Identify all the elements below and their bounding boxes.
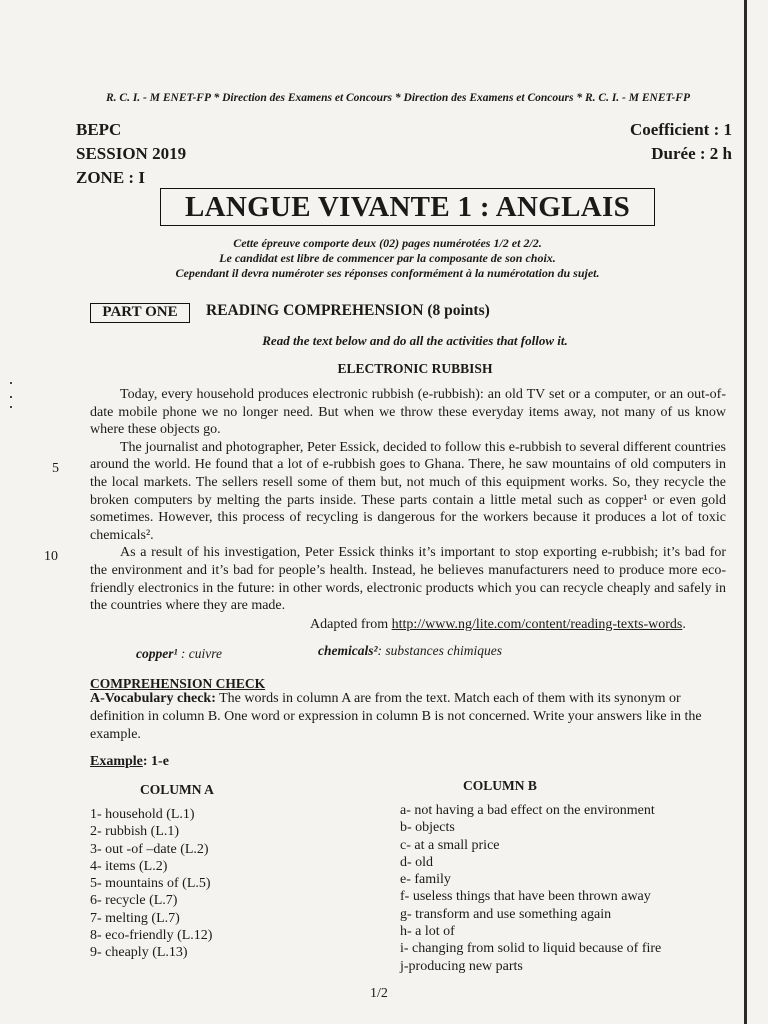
part-label-box (90, 303, 190, 323)
line-number-10: 10 (44, 549, 58, 564)
column-a-list (90, 806, 212, 962)
list-item: 4- items (L.2) (90, 858, 168, 874)
list-item: 1- household (L.1) (90, 807, 195, 822)
list-item: 3- out -of –date (L.2) (90, 841, 209, 857)
note-line-1: Cette épreuve comporte deux (02) pages numérotées 1/2 et 2/2. (233, 236, 542, 250)
line-number-5: 5 (52, 461, 59, 476)
list-item: g- transform and use something again (400, 906, 612, 922)
footnote-1 (136, 646, 222, 662)
exam-info-right (560, 118, 732, 166)
vocabulary-text: The words in column A are from the text. Match each of them with its synonym or definition in column B. One word or expression in column B is not concerned. Write your answers like in the example. (90, 691, 702, 742)
note-line-3: Cependant il devra numéroter ses réponses conformément à la numérotation du sujet. (175, 266, 600, 280)
list-item: f- useless things that have been thrown away (400, 889, 651, 905)
column-a-title: COLUMN A (140, 782, 214, 797)
exam-session: SESSION 2019 (76, 144, 187, 163)
list-item: j-producing new parts (400, 958, 523, 974)
margin-marks (10, 382, 18, 422)
page-number: 1/2 (370, 986, 388, 1001)
exam-duration: Durée : 2 h (651, 144, 732, 163)
footnote-2-term: chemicals² (318, 643, 378, 658)
list-item: i- changing from solid to liquid because of fire (400, 941, 662, 957)
list-item: d- old (400, 854, 434, 870)
source-citation (310, 617, 686, 633)
text-paragraph-1: Today, every household produces electronic rubbish (e-rubbish): an old TV set or a computer, or an out-of-date mobile phone we no longer need. But when we throw these everyday items away, not many of us know where these objects go. (90, 387, 726, 438)
list-item: c- at a small price (400, 837, 500, 853)
list-item: 8- eco-friendly (L.12) (90, 928, 213, 944)
subject-title: LANGUE VIVANTE 1 : ANGLAIS (184, 191, 631, 223)
list-item: b- objects (400, 820, 455, 836)
list-item: 6- recycle (L.7) (90, 893, 178, 909)
subject-title-box (160, 188, 655, 226)
reading-text (90, 386, 726, 615)
comprehension-heading: COMPREHENSION CHECK (90, 676, 266, 691)
footnote-1-meaning: : cuivre (177, 646, 223, 661)
part-title: READING COMPREHENSION (8 points) (206, 302, 490, 319)
header-ministry-line: R. C. I. - M ENET-FP * Direction des Examens et Concours * Direction des Examens et Concours * R. C. I. - M ENET-FP (105, 92, 690, 104)
list-item: 2- rubbish (L.1) (90, 824, 180, 840)
footnote-1-term: copper¹ (136, 646, 178, 661)
vocabulary-label: A-Vocabulary check: (90, 691, 216, 706)
example-value: : 1-e (142, 754, 169, 769)
list-item: a- not having a bad effect on the environment (400, 803, 655, 818)
exam-name: BEPC (76, 120, 122, 139)
list-item: 9- cheaply (L.13) (90, 945, 188, 961)
vocabulary-instruction (90, 690, 726, 744)
scan-edge-bar (744, 0, 747, 1024)
note-line-2: Le candidat est libre de commencer par la composante de son choix. (219, 251, 556, 265)
exam-info-left (76, 118, 186, 190)
list-item: 5- mountains of (L.5) (90, 876, 211, 892)
column-b-title: COLUMN B (463, 778, 537, 793)
example-label: Example (90, 754, 143, 769)
column-b-list (400, 802, 661, 975)
text-paragraph-2: The journalist and photographer, Peter Essick, decided to follow this e-rubbish to several different countries around the world. He found that a lot of e-rubbish goes to Ghana. There, he saw mountains of old computers in the local markets. The sellers resell some of them but, not much of this equipment works. So, they recycle the broken computers by melting the parts inside. These parts contain a little metal such as copper¹ or even gold sometimes. However, this process of recycling is dangerous for the workers because it produces a lot of toxic chemicals². (90, 439, 726, 543)
exam-zone: ZONE : I (76, 168, 145, 187)
footnote-2 (318, 643, 502, 659)
source-link[interactable]: http://www.ng/lite.com/content/reading-texts-words (391, 617, 683, 632)
exam-coefficient: Coefficient : 1 (630, 120, 732, 139)
text-paragraph-3: As a result of his investigation, Peter Essick thinks it’s important to stop exporting e-rubbish; it’s bad for the environment and it’s bad for people’s health. Instead, he believes manufacturers need to produce more eco-friendly electronics in the future: in other words, electronic products which you can recycle cheaply and safely in the countries where they are made. (90, 545, 726, 614)
footnote-2-meaning: : substances chimiques (377, 643, 503, 658)
text-title: ELECTRONIC RUBBISH (337, 361, 493, 376)
example (90, 754, 169, 770)
part-label: PART ONE (102, 304, 178, 320)
source-suffix: . (682, 617, 686, 632)
reading-instruction: Read the text below and do all the activities that follow it. (262, 333, 568, 348)
source-prefix: Adapted from (310, 617, 392, 632)
list-item: e- family (400, 872, 451, 888)
list-item: 7- melting (L.7) (90, 910, 180, 926)
list-item: h- a lot of (400, 924, 455, 940)
